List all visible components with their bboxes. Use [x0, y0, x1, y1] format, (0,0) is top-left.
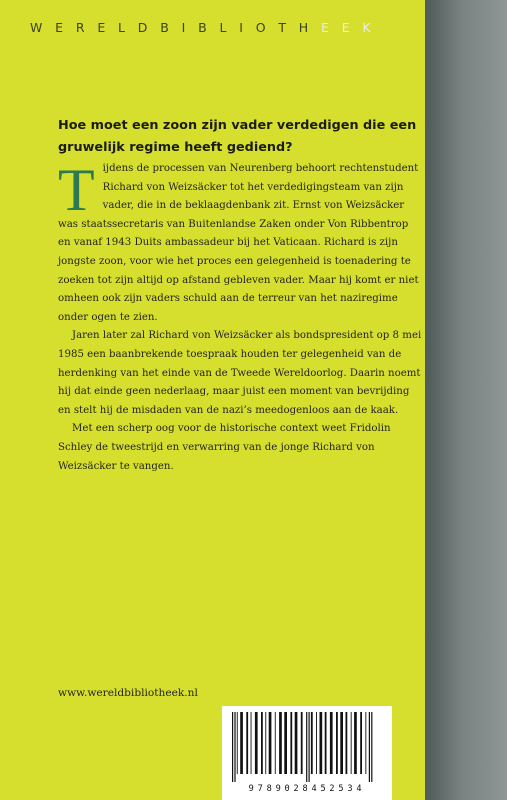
series-title-cover-part: WERELDBIBLIOTH: [30, 20, 321, 35]
barcode-bar: [251, 712, 252, 774]
barcode-bar: [265, 712, 266, 774]
barcode-bar: [369, 712, 370, 782]
barcode-bar: [301, 712, 303, 774]
barcode-bar: [237, 712, 238, 774]
barcode-bar: [240, 712, 243, 774]
isbn-barcode: [222, 706, 392, 800]
blurb-paragraph-2: Jaren later zal Richard von Weizsäcker als bondspresident op 8 mei 1985 een baanbrekende toespraak houden ter gelegenheid van de herdenking van het einde van de Tweede Wereldoorlog. Daarin noemt hij dat einde geen nederlaag, maar juist een moment van bevrijding en stelt hij de misdaden van de nazi’s meedogenloos aan de kaak.: [58, 330, 422, 416]
barcode-bar: [246, 712, 248, 774]
barcode-bar: [261, 712, 263, 774]
barcode-bar: [275, 712, 276, 774]
barcode-bar: [306, 712, 307, 782]
series-title-spine-part: EEK: [321, 20, 384, 35]
barcode-bar: [309, 712, 310, 782]
blurb-paragraph-1-text: ijdens de processen van Neurenberg behoort rechtenstudent Richard von Weizsäcker tot het verdedigingsteam van zijn vader, die in de beklaagdenbank zit. Ernst von Weizsäcker was staatssecretaris van Buitenlandse Zaken onder Von Ribbentrop en vanaf 1943 Duits ambassadeur bij het Vaticaan. Richard is zijn jongste zoon, voor wie het proces een gelegenheid is toenadering te zoeken tot zijn altijd op afstand gebleven vader. Maar hij komt er niet omheen ook zijn vaders schuld aan de terreur van het naziregime onder ogen te zien.: [58, 163, 419, 323]
barcode-bar: [351, 712, 352, 774]
barcode-bar: [336, 712, 338, 774]
barcode-bar: [284, 712, 287, 774]
barcode-bar: [269, 712, 272, 774]
barcode-bar: [354, 712, 357, 774]
drop-cap-letter: T: [58, 157, 95, 223]
barcode-bar: [365, 712, 366, 774]
barcode-bar: [311, 712, 313, 774]
spine-panel: [425, 0, 507, 800]
barcode-bar: [340, 712, 343, 774]
barcode-bar: [330, 712, 333, 774]
series-title: [30, 20, 500, 35]
barcode-bar: [290, 712, 292, 774]
blurb-paragraph-1: [58, 157, 424, 327]
barcode-bar: [234, 712, 235, 782]
barcode-bar: [346, 712, 348, 774]
blurb-paragraph-3: Met een scherp oog voor de historische context weet Fridolin Schley de tweestrijd en verwarring van de jonge Richard von Weizsäcker te vangen.: [58, 423, 391, 472]
publisher-website: www.wereldbibliotheek.nl: [58, 687, 198, 699]
barcode-bar: [320, 712, 323, 774]
isbn-number: 9789028452534: [248, 784, 366, 794]
blurb-text: [58, 157, 424, 476]
barcode-bar: [295, 712, 298, 774]
barcode-bar: [316, 712, 317, 774]
barcode-bar: [255, 712, 258, 774]
barcode-bar: [325, 712, 327, 774]
barcode-bars: [230, 712, 384, 782]
barcode-bar: [371, 712, 372, 782]
headline-question: Hoe moet een zoon zijn vader verdedigen die een gruwelijk regime heeft gediend?: [58, 118, 417, 155]
barcode-bar: [279, 712, 282, 774]
barcode-bar: [360, 712, 362, 774]
barcode-bar: [232, 712, 233, 782]
